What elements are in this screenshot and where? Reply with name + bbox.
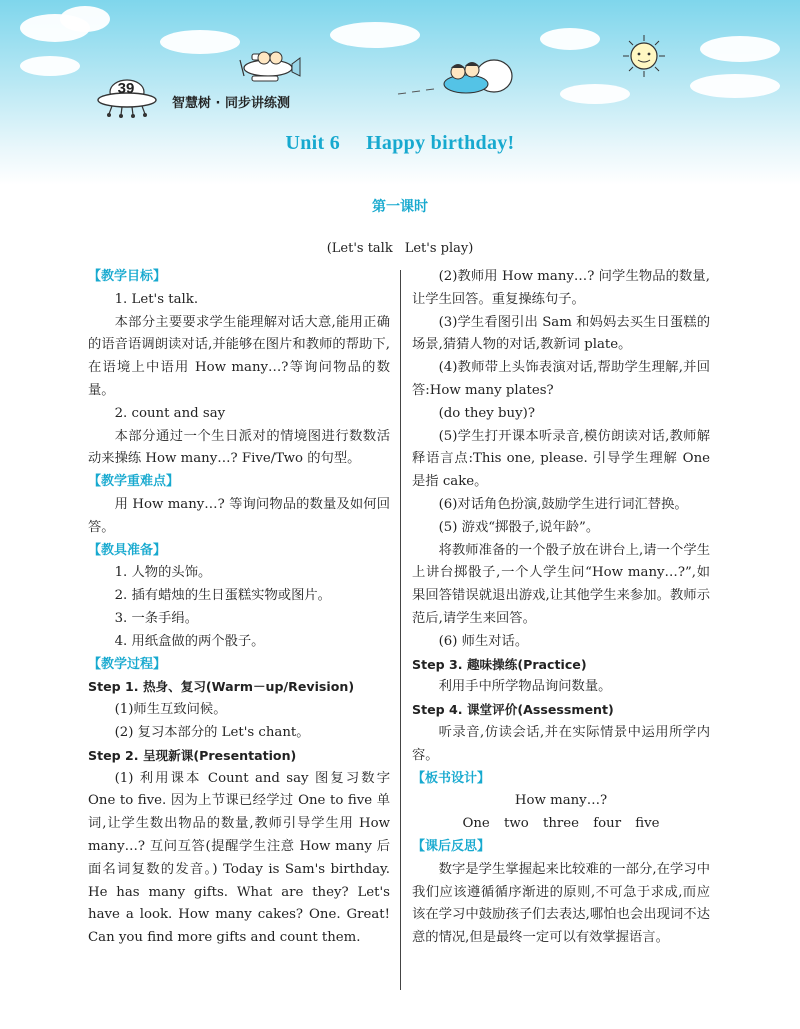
dialogue-item: (6) 师生对话。 <box>438 633 529 649</box>
right-column <box>412 266 710 950</box>
step2-item5: (5)学生打开课本听录音,模仿朗读对话,教师解释语言点:This one, please. 引导学生理解 One 是指 cake。 <box>412 428 710 490</box>
step2-item2: (2)教师用 How many…? 问学生物品的数量,让学生回答。重复操练句子。 <box>412 269 710 307</box>
step3-body: 利用手中所学物品询问数量。 <box>438 679 612 695</box>
unit-title <box>0 132 800 155</box>
cloud-decoration <box>160 30 240 54</box>
goals-heading: 【教学目标】 <box>88 269 167 284</box>
goal2-body: 本部分通过一个生日派对的情境图进行数数活动来操练 How many…? Five/Two 的句型。 <box>88 428 390 467</box>
cloud-decoration <box>540 28 600 50</box>
difficulty-body: 用 How many…? 等询问物品的数量及如何回答。 <box>88 496 390 535</box>
goal2-title: 2. count and say <box>114 405 226 421</box>
step2-item3: (3)学生看图引出 Sam 和妈妈去买生日蛋糕的场景,猜猜人物的对话,教新词 plate。 <box>412 314 710 353</box>
cloud-decoration <box>690 74 780 98</box>
prep-item: 3. 一条手绢。 <box>114 610 198 626</box>
step1-item: (2) 复习本部分的 Let's chant。 <box>114 724 310 740</box>
unit-number: Unit 6 <box>285 132 341 154</box>
reflect-heading: 【课后反思】 <box>412 838 491 854</box>
prep-heading: 【教具准备】 <box>88 542 167 558</box>
step1-item: (1)师生互致问候。 <box>114 702 227 718</box>
game-body: 将教师准备的一个骰子放在讲台上,请一个学生上讲台掷骰子,一个人学生问“How many…?”,如果回答错误就退出游戏,让其他学生来参加。教师示范后,请学生来回答。 <box>412 542 710 626</box>
cloud-decoration <box>700 36 780 62</box>
step2-title: Step 2. 呈现新课(Presentation) <box>88 747 297 763</box>
step2-item1: (1) 利用课本 Count and say 图复习数字 One to five. 因为上节课已经学过 One to five 单词,让学生数出物品的数量,教师引导学生用 How many…? 互问互答(提醒学生注意 How many 后面名词复数的发音。) Today is Sam's birthday. He has many gifts. What are they? Let's have a look. How many cakes? One. Great! Can you find more gifts and count them. <box>88 770 390 946</box>
subtitle-part-b: Let's play) <box>404 241 474 256</box>
cloud-decoration <box>330 22 420 48</box>
book-title: 智慧树 · 同步讲练测 <box>172 96 290 111</box>
prep-item: 1. 人物的头饰。 <box>114 565 212 581</box>
step4-title: Step 4. 课堂评价(Assessment) <box>412 702 614 718</box>
reflect-body: 数字是学生掌握起来比较难的一部分,在学习中我们应该遵循循序渐进的原则,不可急于求成,而应该在学习中鼓励孩子们去表达,哪怕也会出现词不达意的情况,但是最终一定可以有效掌握语言。 <box>412 861 710 946</box>
step2-item4-extra: (do they buy)? <box>438 405 535 421</box>
unit-name: Happy birthday! <box>366 132 515 154</box>
motion-dashes <box>396 84 440 98</box>
sun-icon <box>622 34 666 78</box>
difficulty-heading: 【教学重难点】 <box>88 474 180 490</box>
subtitle-part-a: (Let's talk <box>326 241 393 256</box>
airplane-icon <box>232 42 302 90</box>
column-divider <box>400 270 401 990</box>
lesson-subtitle <box>0 241 800 256</box>
prep-item: 4. 用纸盒做的两个骰子。 <box>114 633 265 649</box>
prep-item: 2. 插有蜡烛的生日蛋糕实物或图片。 <box>114 588 331 604</box>
step3-title: Step 3. 趣味操练(Practice) <box>412 656 587 672</box>
game-title: (5) 游戏“掷骰子,说年龄”。 <box>438 519 600 535</box>
goal1-body: 本部分主要要求学生能理解对话大意,能用正确的语音语调朗读对话,并能够在图片和教师的帮助下,在语境上中语用 How many…?等询问物品的数量。 <box>88 314 390 398</box>
board-line-2: One two three four five <box>462 816 660 832</box>
goal1-title: 1. Let's talk. <box>114 291 199 307</box>
lesson-title: 第一课时 <box>372 199 428 215</box>
balloon-kids-icon <box>438 52 518 96</box>
page-number: 39 <box>117 80 135 97</box>
cloud-decoration <box>20 56 80 76</box>
process-heading: 【教学过程】 <box>88 656 167 672</box>
step4-body: 听录音,仿读会话,并在实际情景中运用所学内容。 <box>412 724 710 763</box>
left-column <box>88 266 390 950</box>
cloud-decoration <box>560 84 630 104</box>
board-heading: 【板书设计】 <box>412 770 491 786</box>
step2-item4: (4)教师带上头饰表演对话,帮助学生理解,并回答:How many plates? <box>412 360 710 398</box>
step2-item6: (6)对话角色扮演,鼓励学生进行词汇替换。 <box>438 496 688 512</box>
step1-title: Step 1. 热身、复习(Warm－up/Revision) <box>88 679 355 695</box>
cloud-decoration <box>60 6 110 32</box>
board-line-1: How many…? <box>514 793 608 809</box>
